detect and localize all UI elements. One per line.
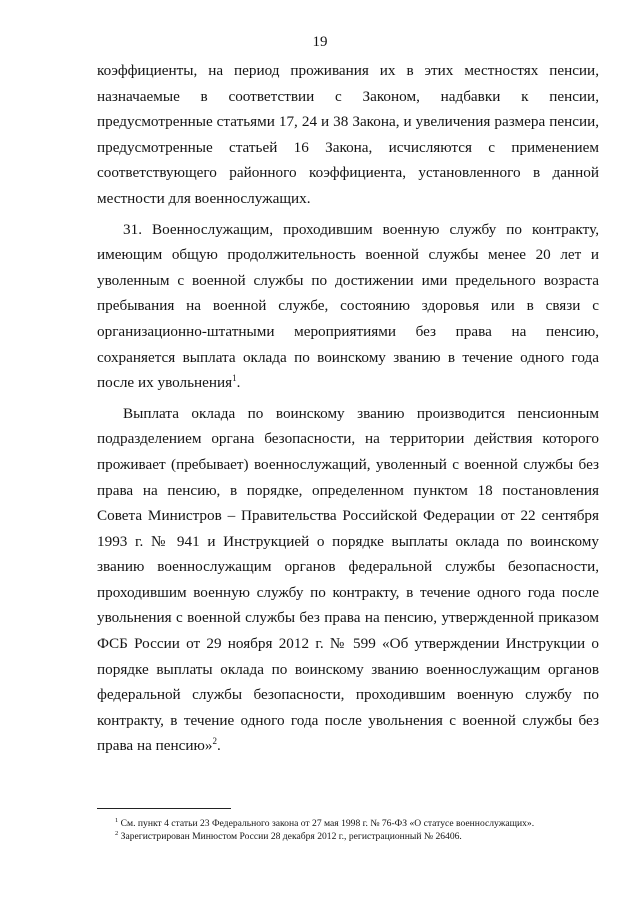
footnote-2 [115,830,605,843]
paragraph-2-text: 31. Военнослужащим, проходившим военную службу по контракту, имеющим общую продолжительность военной службы менее 20 лет и уволенным с военной службы по достижении ими предельного возраста пребывания на военной службе, состоянию здоровья или в связи с организационно-штатными мероприятиями без права на пенсию, сохраняется выплата оклада по воинскому званию в течение одного года после их увольнения [97,220,599,392]
paragraph-1 [97,58,599,212]
paragraph-3-tail: . [216,737,221,755]
footnote-1-text: См. пункт 4 статьи 23 Федерального закона от 27 мая 1998 г. № 76-ФЗ «О статусе военнослужащих». [118,818,535,829]
paragraph-2-tail: . [236,374,241,392]
footnote-ref-1[interactable]: 1 [232,373,237,384]
footnote-ref-2[interactable]: 2 [212,736,217,747]
page-number: 19 [312,34,328,50]
footnote-1 [115,817,605,830]
footnote-2-mark: 2 [115,829,119,837]
paragraph-3-text: Выплата оклада по воинскому званию производится пенсионным подразделением органа безопасности, на территории действия которого проживает (пребывает) военнослужащий, уволенный с военной службы без права на пенсию, в порядке, определенном пунктом 18 постановления Совета Министров – Правительства Российской Федерации от 22 сентября 1993 г. № 941 и Инструкцией о порядке выплаты оклада по воинскому званию военнослужащим органов федеральной службы безопасности, проходившим военную службу по контракту, в течение одного года после увольнения с военной службы без права на пенсию, утвержденной приказом ФСБ России от 29 ноября 2012 г. № 599 «Об утверждении Инструкции о порядке выплаты оклада по воинскому званию военнослужащим органов федеральной службы безопасности, проходившим военную службу по контракту, в течение одного года после увольнения с военной службы без права на пенсию» [97,404,599,755]
paragraph-3 [97,401,599,759]
paragraph-1-text: коэффициенты, на период проживания их в этих местностях пенсии, назначаемые в соответствии с Законом, надбавки к пенсии, предусмотренные статьями 17, 24 и 38 Закона, и увеличения размера пенсии, предусмотренные статьей 16 Закона, исчисляются с применением соответствующего районного коэффициента, установленного в данной местности для военнослужащих. [97,62,599,207]
document-body [97,58,599,759]
footnote-2-text: Зарегистрирован Минюстом России 28 декабря 2012 г., регистрационный № 26406. [118,831,462,842]
footnote-1-mark: 1 [115,816,119,824]
footnote-separator [97,808,231,809]
footnotes [115,817,605,843]
paragraph-2 [97,217,599,396]
